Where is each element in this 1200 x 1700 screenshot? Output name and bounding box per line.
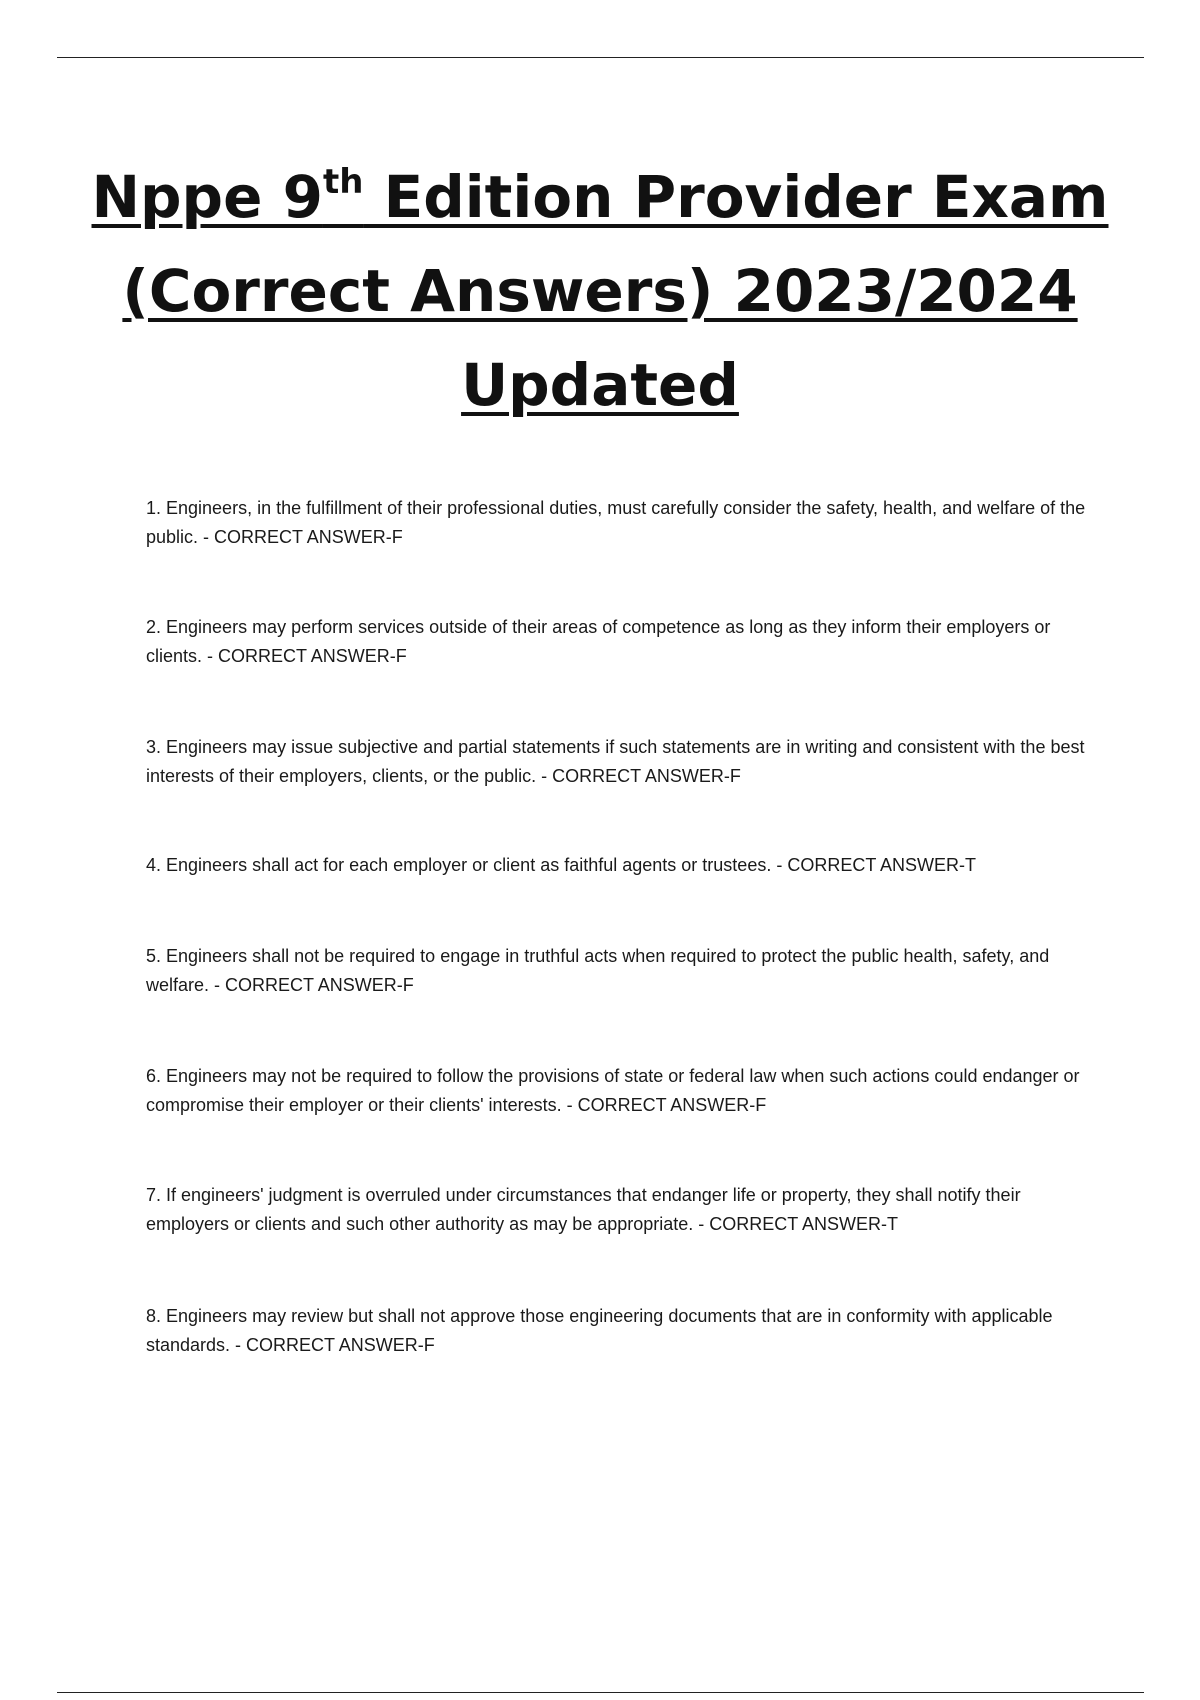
title-line-1 bbox=[92, 163, 1109, 231]
question-item: 3. Engineers may issue subjective and partial statements if such statements are in writing and consistent with the best interests of their employers, clients, or the public. - CORRECT ANSWER-F bbox=[146, 737, 1085, 786]
question-item: 2. Engineers may perform services outside of their areas of competence as long as they inform their employers or clients. - CORRECT ANSWER-F bbox=[146, 617, 1051, 666]
question-item: 1. Engineers, in the fulfillment of their professional duties, must carefully consider the safety, health, and welfare of the public. - CORRECT ANSWER-F bbox=[146, 498, 1086, 547]
title-superscript: th bbox=[322, 161, 364, 202]
question-item: 4. Engineers shall act for each employer or client as faithful agents or trustees. - CORRECT ANSWER-T bbox=[146, 855, 976, 875]
title-line-1-end: Edition Provider Exam bbox=[363, 163, 1109, 231]
question-item: 5. Engineers shall not be required to engage in truthful acts when required to protect the public health, safety, and welfare. - CORRECT ANSWER-F bbox=[146, 946, 1050, 995]
question-item: 8. Engineers may review but shall not approve those engineering documents that are in conformity with applicable standards. - CORRECT ANSWER-F bbox=[146, 1306, 1053, 1355]
title-line-3: Updated bbox=[461, 351, 739, 419]
title-line-1-start: Nppe 9 bbox=[91, 163, 323, 231]
title-line-2: (Correct Answers) 2023/2024 bbox=[122, 257, 1078, 325]
question-item: 6. Engineers may not be required to follow the provisions of state or federal law when such actions could endanger or compromise their employer or their clients' interests. - CORRECT ANSWER-F bbox=[146, 1066, 1080, 1115]
page-title bbox=[80, 150, 1120, 432]
question-item: 7. If engineers' judgment is overruled under circumstances that endanger life or property, they shall notify their employers or clients and such other authority as may be appropriate. - CORRECT ANSWER-T bbox=[146, 1185, 1021, 1234]
bottom-rule bbox=[57, 1692, 1144, 1693]
top-rule bbox=[57, 57, 1144, 58]
